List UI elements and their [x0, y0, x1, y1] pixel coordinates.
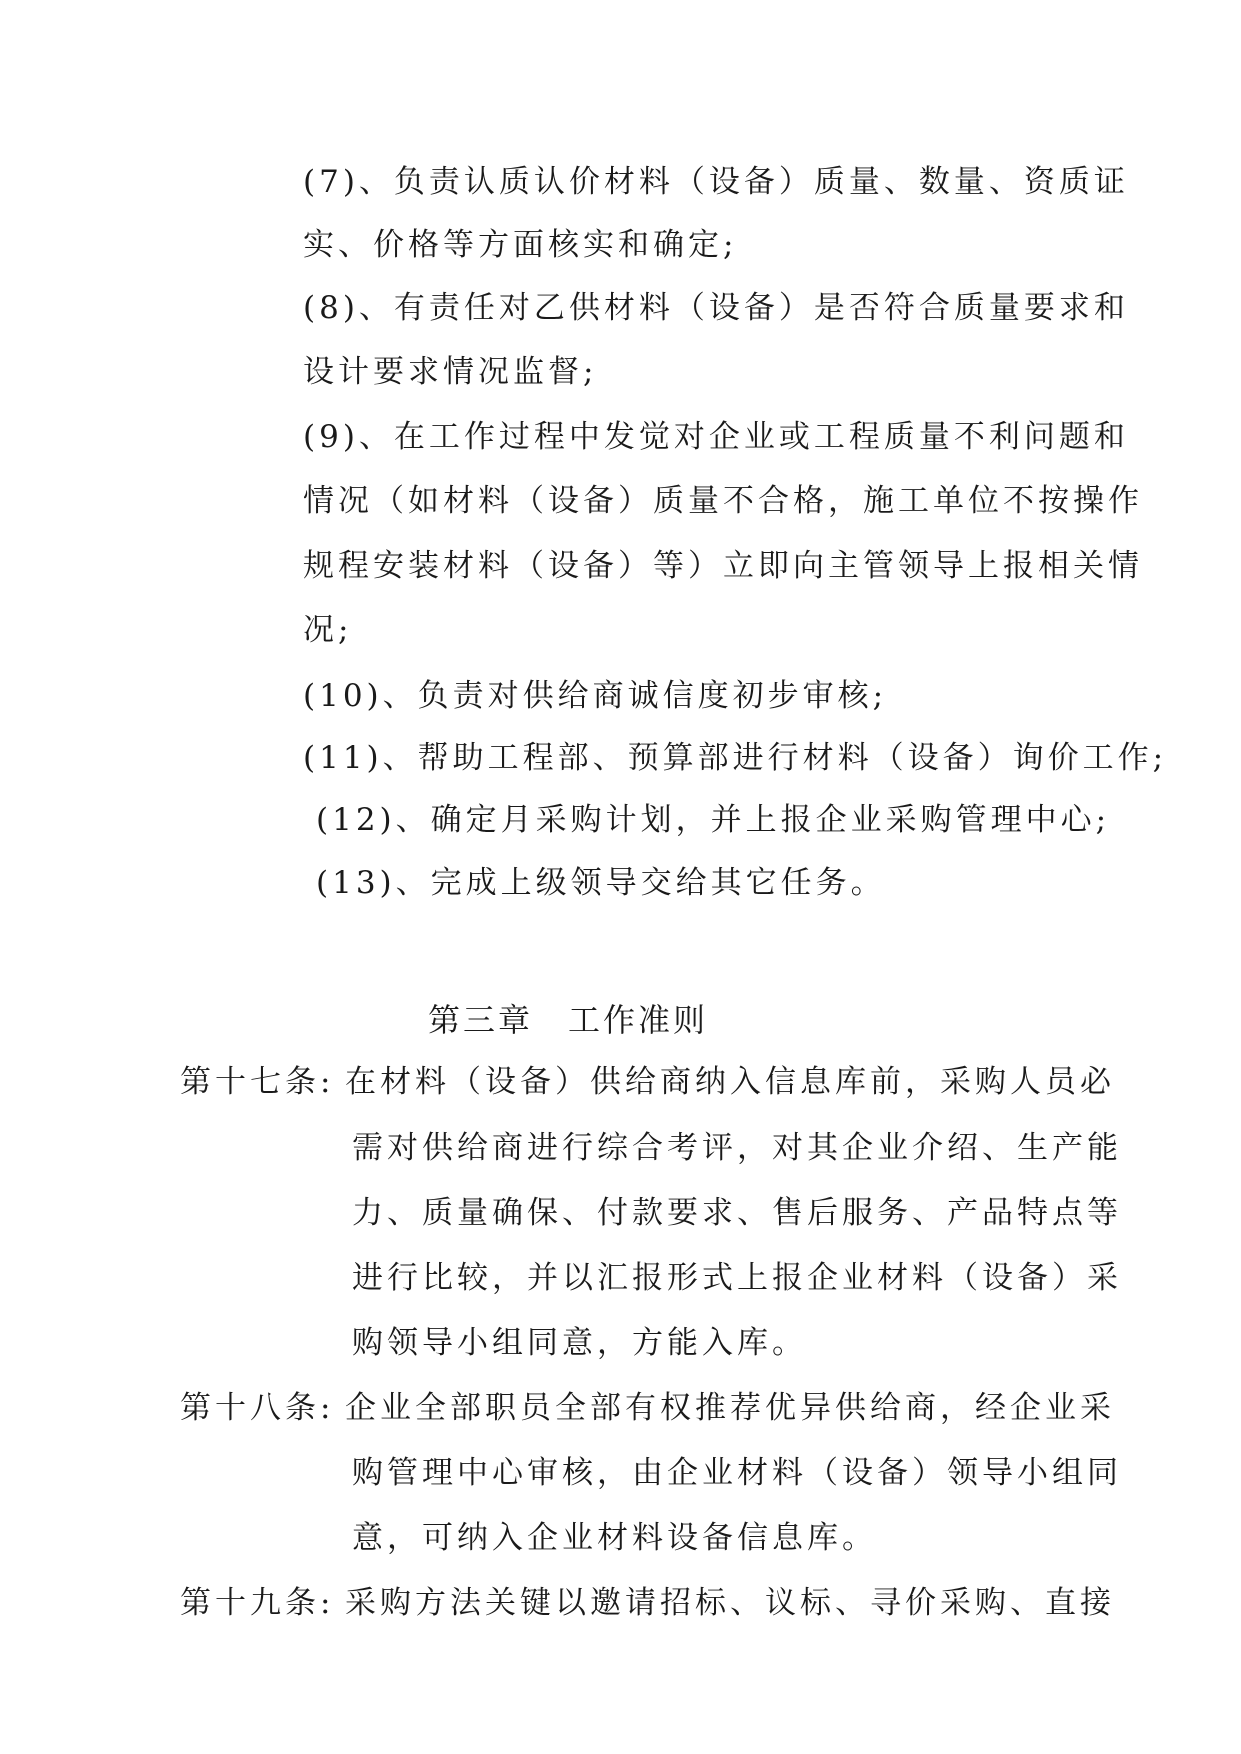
article-18-line-2: 购管理中心审核，由企业材料（设备）领导小组同 — [352, 1455, 1122, 1491]
duty-13-line-1: (13)、完成上级领导交给其它任务。 — [316, 865, 886, 901]
duty-8-line-1: (8)、有责任对乙供材料（设备）是否符合质量要求和 — [303, 290, 1129, 326]
article-18-label: 第十八条: — [180, 1390, 335, 1426]
article-17-line-2: 需对供给商进行综合考评，对其企业介绍、生产能 — [352, 1130, 1122, 1166]
article-18-line-1: 企业全部职员全部有权推荐优异供给商，经企业采 — [345, 1390, 1115, 1426]
duty-7-line-2: 实、价格等方面核实和确定; — [303, 227, 738, 263]
duty-9-line-4: 况; — [303, 612, 353, 648]
article-17-line-3: 力、质量确保、付款要求、售后服务、产品特点等 — [352, 1195, 1122, 1231]
article-17-label: 第十七条: — [180, 1064, 335, 1100]
chapter-title: 第三章 工作准则 — [428, 1001, 709, 1039]
duty-10-line-1: (10)、负责对供给商诚信度初步审核; — [303, 678, 888, 714]
duty-12-line-1: (12)、确定月采购计划，并上报企业采购管理中心; — [316, 802, 1111, 838]
article-18-line-3: 意，可纳入企业材料设备信息库。 — [352, 1520, 877, 1556]
article-19-label: 第十九条: — [180, 1585, 335, 1621]
duty-11-line-1: (11)、帮助工程部、预算部进行材料（设备）询价工作; — [303, 740, 1168, 776]
article-17-line-5: 购领导小组同意，方能入库。 — [352, 1325, 807, 1361]
duty-9-line-3: 规程安装材料（设备）等）立即向主管领导上报相关情 — [303, 548, 1143, 584]
duty-8-line-2: 设计要求情况监督; — [303, 354, 598, 390]
duty-9-line-2: 情况（如材料（设备）质量不合格，施工单位不按操作 — [303, 483, 1143, 519]
duty-9-line-1: (9)、在工作过程中发觉对企业或工程质量不利问题和 — [303, 419, 1129, 455]
article-19-line-1: 采购方法关键以邀请招标、议标、寻价采购、直接 — [345, 1585, 1115, 1621]
article-17-line-1: 在材料（设备）供给商纳入信息库前，采购人员必 — [345, 1064, 1115, 1100]
article-17-line-4: 进行比较，并以汇报形式上报企业材料（设备）采 — [352, 1260, 1122, 1296]
duty-7-line-1: (7)、负责认质认价材料（设备）质量、数量、资质证 — [303, 164, 1129, 200]
